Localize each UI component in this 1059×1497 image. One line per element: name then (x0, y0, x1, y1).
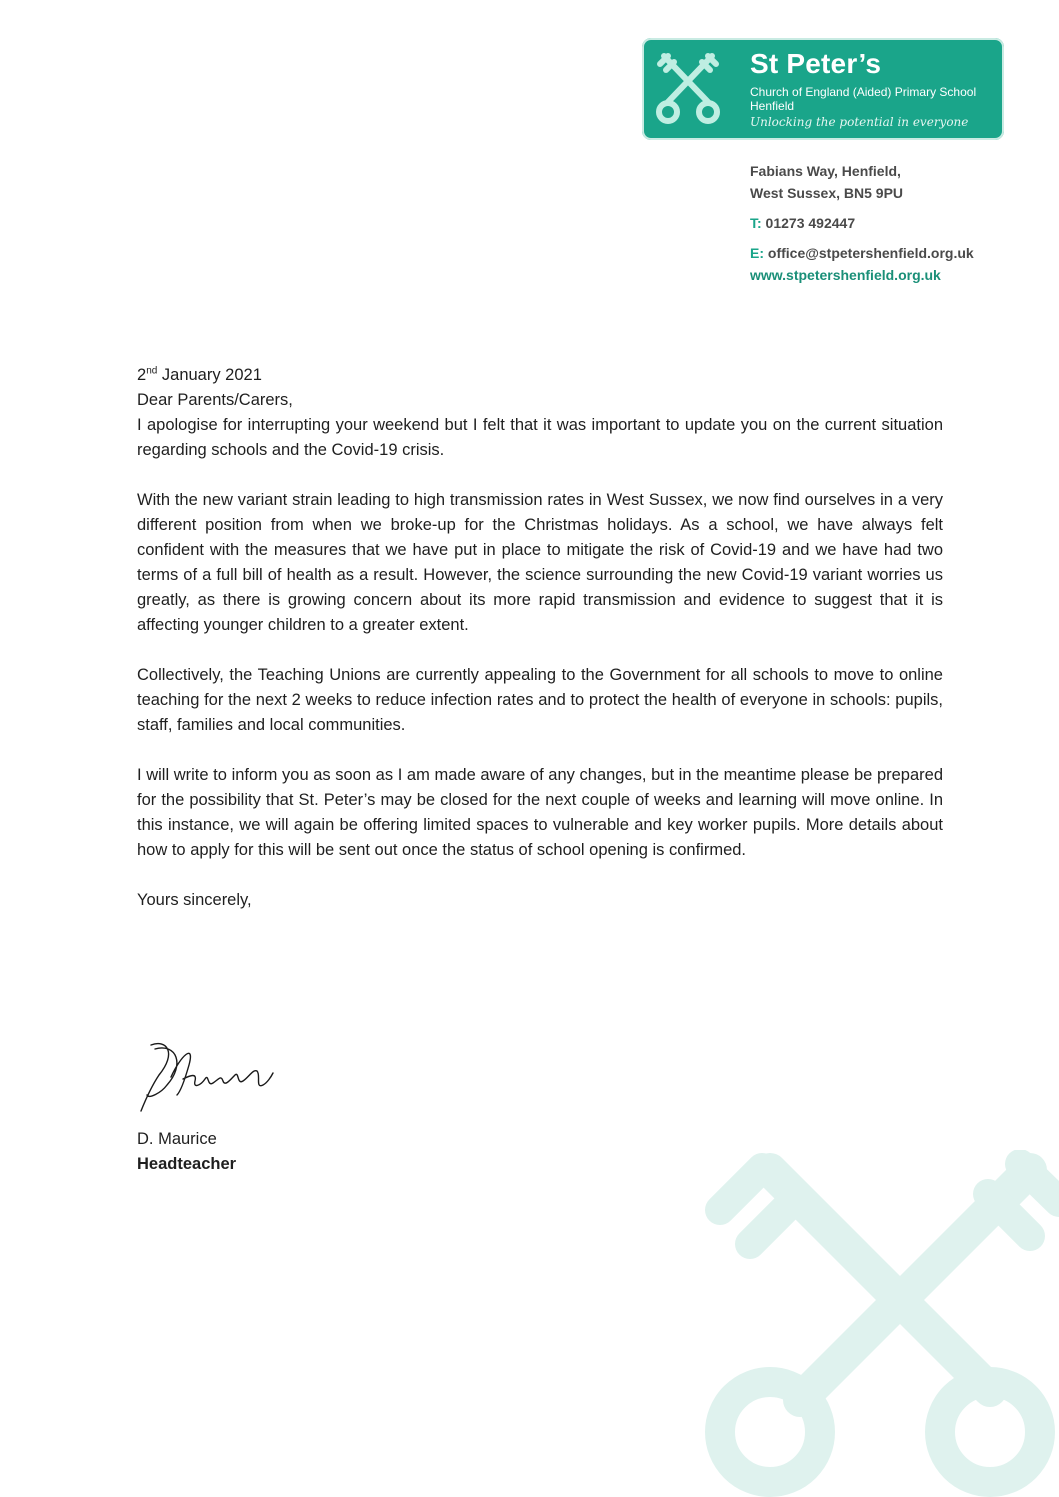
letter-date (137, 363, 943, 388)
paragraph-1: I apologise for interrupting your weekend but I felt that it was important to update you on the current situation regarding schools and the Covid-19 crisis. (137, 416, 943, 459)
school-subtitle-line1: Church of England (Aided) Primary School (750, 85, 977, 99)
school-logo (642, 38, 1004, 140)
phone-label: T: (750, 215, 762, 231)
crossed-keys-icon (654, 50, 722, 126)
date-suffix: nd (146, 365, 158, 377)
school-address (750, 160, 974, 286)
school-subtitle-line2: Henfield (750, 99, 795, 113)
salutation: Dear Parents/Carers, (137, 391, 293, 409)
signature-image (137, 1035, 277, 1117)
website-link[interactable]: www.stpetershenfield.org.uk (750, 267, 941, 283)
email-line (750, 242, 974, 264)
school-subtitle (750, 85, 976, 113)
email-label: E: (750, 245, 764, 261)
paragraph-4: I will write to inform you as soon as I am made aware of any changes, but in the meantime please be prepared for the possibility that St. Peter’s may be closed for the next couple of weeks and learning will move online. In this instance, we will again be offering limited spaces to vulnerable and key worker pupils. More details about how to apply for this will be sent out once the status of school opening is confirmed. (137, 766, 943, 859)
phone-line (750, 212, 974, 234)
address-line2: West Sussex, BN5 9PU (750, 185, 904, 201)
school-name: St Peter’s (750, 48, 882, 79)
paragraph-3: Collectively, the Teaching Unions are currently appealing to the Government for all schools to move to online teaching for the next 2 weeks to reduce infection rates and to protect the health of everyone in schools: pupils, staff, families and local communities. (137, 666, 943, 734)
phone-number: 01273 492447 (761, 215, 856, 231)
school-tagline: Unlocking the potential in everyone (750, 115, 969, 129)
date-day: 2 (137, 366, 147, 384)
paragraph-2: With the new variant strain leading to high transmission rates in West Sussex, we now find ourselves in a very different position from when we broke-up for the Christmas holidays. As a school, we have always felt confident with the measures that we have put in place to mitigate the risk of Covid-19 and we have had two terms of a full bill of health as a result. However, the science surrounding the new Covid-19 variant worries us greatly, as there is growing concern about its more rapid transmission and evidence to suggest that it is affecting younger children to a greater extent. (137, 491, 943, 634)
signer-role: Headteacher (137, 1155, 237, 1173)
signer-block (137, 1127, 236, 1177)
signer-name: D. Maurice (137, 1130, 217, 1148)
letter-body (137, 363, 943, 913)
closing: Yours sincerely, (137, 891, 252, 909)
crossed-keys-watermark-icon (690, 1150, 1059, 1497)
date-rest: January 2021 (157, 366, 262, 384)
address-line1: Fabians Way, Henfield, (750, 163, 901, 179)
email-address[interactable]: office@stpetershenfield.org.uk (764, 245, 974, 261)
